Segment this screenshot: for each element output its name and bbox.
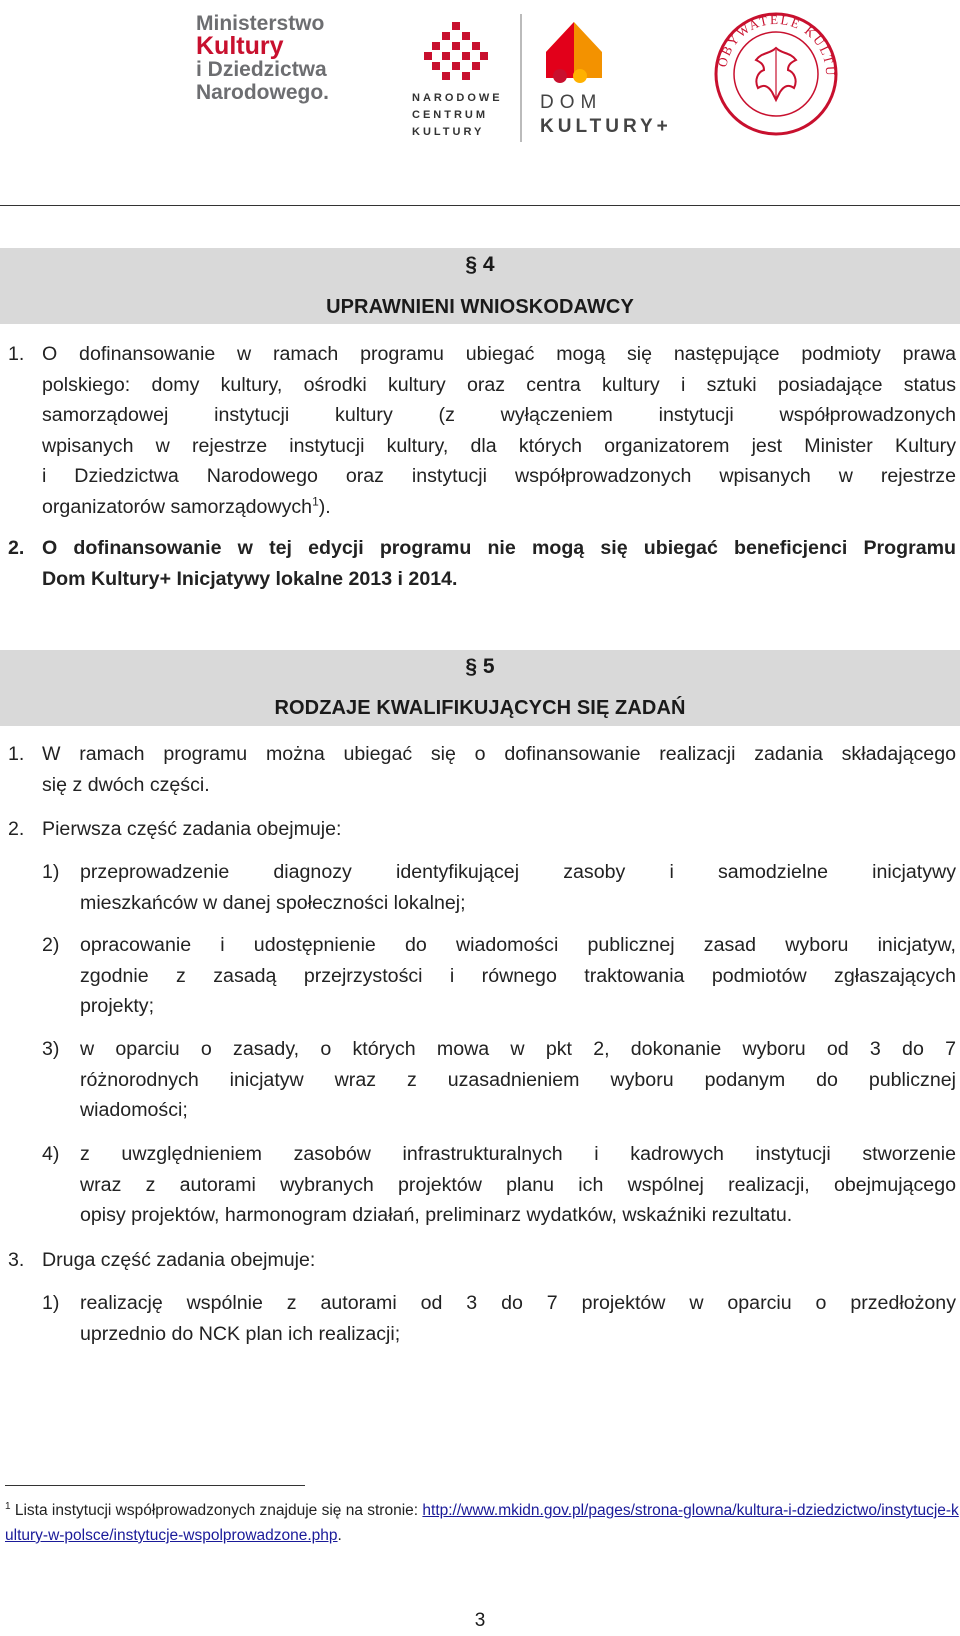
section-5-item-2: [8, 814, 956, 845]
subitem-number: 1): [42, 1292, 60, 1314]
seal-eagle-icon: [712, 10, 840, 138]
ministry-logo-line-4: Narodowego.: [196, 81, 330, 104]
text-line-last: mieszkańców w danej społeczności lokalnej;: [80, 891, 466, 914]
svg-text:OBYWATELE KULTURY 2010: [712, 10, 838, 78]
text-line-last: projekty;: [80, 995, 155, 1017]
obywatele-kultury-seal: [712, 10, 840, 138]
section-5-subitem-3: [42, 1034, 956, 1126]
section-4-number: § 4: [465, 253, 495, 276]
header-divider: [0, 205, 960, 206]
subitem-number: 2): [42, 934, 60, 956]
section-4-item-1: [8, 339, 956, 522]
item-number: 2.: [8, 537, 25, 559]
text-fragment: organizatorów samorządowych: [42, 495, 313, 518]
footnote-end: .: [337, 1527, 342, 1544]
text-line: O dofinansowanie w ramach programu ubiegać mogą się następujące podmioty prawa: [42, 343, 956, 365]
section-5-subitem-1: [42, 857, 956, 918]
footnote-link[interactable]: http://www.mkidn.gov.pl/pages/strona-glowna/kultura-i-dziedzictwo/instytucje-kultury-w-polsce/instytucje-wspolprowadzone.php: [5, 1502, 959, 1544]
text-line: wraz z autorami wybranych projektów planu ich wspólnej realizacji, obejmującego: [80, 1173, 956, 1196]
text-line: z uwzględnieniem zasobów infrastrukturalnych i kadrowych instytucji stworzenie: [80, 1143, 956, 1165]
text-line: samorządowej instytucji kultury (z wyłączeniem instytucji współprowadzonych: [42, 404, 956, 426]
text-line: przeprowadzenie diagnozy identyfikującej zasoby i samodzielne inicjatywy: [80, 861, 956, 883]
text-line-last: Dom Kultury+ Inicjatywy lokalne 2013 i 2014.: [42, 567, 458, 590]
nck-logo-line-3: KULTURY: [412, 126, 485, 138]
footnote-text: Lista instytucji współprowadzonych znajduje się na stronie:: [10, 1502, 423, 1519]
ministry-logo-line-2: Kultury: [196, 32, 284, 60]
nck-logo-text: [412, 90, 512, 141]
header-logos: [0, 0, 960, 200]
text-line-last: opisy projektów, harmonogram działań, preliminarz wydatków, wskaźniki rezultatu.: [80, 1204, 793, 1226]
text-fragment: ).: [318, 495, 331, 518]
section-5-number: § 5: [465, 655, 495, 678]
section-5-subitem-4: [42, 1139, 956, 1231]
section-5-item-1: [8, 739, 956, 800]
section-5-subitem-2: [42, 930, 956, 1022]
section-5-title: RODZAJE KWALIFIKUJĄCYCH SIĘ ZADAŃ: [274, 697, 686, 719]
text-line-last: [42, 492, 956, 523]
text-line: wpisanych w rejestrze instytucji kultury, dla których organizatorem jest Minister Kultury: [42, 434, 956, 457]
item-number: 1.: [8, 743, 25, 765]
text-line: Pierwsza część zadania obejmuje:: [42, 818, 342, 840]
text-line: realizację wspólnie z autorami od 3 do 7 projektów w oparciu o przedłożony: [80, 1292, 956, 1314]
text-line: różnorodnych inicjatyw wraz z uzasadnieniem wyboru podanym do publicznej: [80, 1068, 956, 1091]
footnote-divider: [5, 1485, 305, 1486]
subitem-number: 3): [42, 1038, 60, 1060]
item-number: 3.: [8, 1249, 25, 1271]
dom-logo-line-2: KULTURY+: [540, 116, 672, 137]
subitem-number: 1): [42, 861, 60, 883]
footnote: [5, 1498, 960, 1548]
text-line: polskiego: domy kultury, ośrodki kultury oraz centra kultury i sztuki posiadające status: [42, 373, 956, 396]
text-line: O dofinansowanie w tej edycji programu nie mogą się ubiegać beneficjenci Programu: [42, 537, 956, 559]
section-5-3-subitem-1: [42, 1288, 956, 1349]
text-line: W ramach programu można ubiegać się o dofinansowanie realizacji zadania składającego: [42, 743, 956, 765]
item-number: 1.: [8, 343, 25, 365]
text-line-last: się z dwóch części.: [42, 773, 210, 796]
item-number: 2.: [8, 818, 25, 840]
logo-separator: [520, 14, 522, 142]
nck-logo-line-1: NARODOWE: [412, 92, 503, 104]
section-4-item-2: [8, 533, 956, 594]
text-line-last: uprzednio do NCK plan ich realizacji;: [80, 1322, 401, 1345]
nck-logo-line-2: CENTRUM: [412, 109, 488, 121]
subitem-number: 4): [42, 1143, 60, 1165]
footnote-mark: 1: [5, 1500, 11, 1512]
nck-diamond-icon: [424, 22, 490, 82]
seal-text: OBYWATELE KULTU: [714, 11, 839, 78]
ministry-logo-line-3: i Dziedzictwa: [196, 58, 327, 81]
text-line: Druga część zadania obejmuje:: [42, 1249, 316, 1271]
text-line: i Dziedzictwa Narodowego oraz instytucji współprowadzonych wpisanych w rejestrze: [42, 465, 956, 487]
ministry-logo-line-1: Ministerstwo: [196, 12, 325, 35]
footnote-ref[interactable]: 1: [312, 493, 319, 508]
ministry-logo: [196, 12, 366, 104]
dom-logo-line-1: DOM: [540, 92, 603, 113]
text-line-last: wiadomości;: [80, 1099, 188, 1121]
section-5-item-3: [8, 1245, 956, 1276]
text-line: opracowanie i udostępnienie do wiadomości publicznej zasad wyboru inicjatyw,: [80, 934, 956, 956]
text-line: w oparciu o zasady, o których mowa w pkt 2, dokonanie wyboru od 3 do 7: [80, 1038, 956, 1060]
text-line: zgodnie z zasadą przejrzystości i równego traktowania podmiotów zgłaszających: [80, 964, 956, 987]
page-number: 3: [474, 1610, 486, 1631]
house-icon: [540, 16, 608, 84]
section-4-title: UPRAWNIENI WNIOSKODAWCY: [326, 296, 634, 318]
